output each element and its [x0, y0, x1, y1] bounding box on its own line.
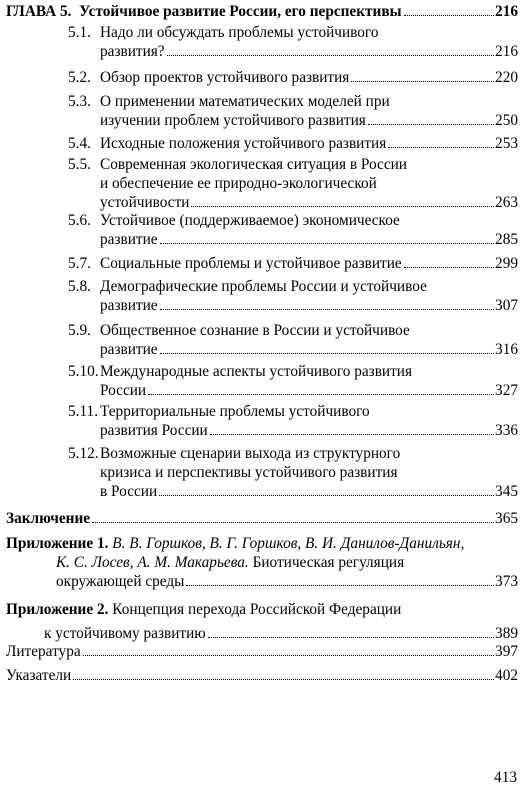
indexes-page: 402	[495, 667, 518, 684]
section-title-line: Устойчивое (поддерживаемое) экономическое	[100, 212, 400, 229]
section-page: 253	[495, 135, 518, 152]
section-number: 5.3.	[68, 93, 91, 110]
appendix-1-label: Приложение 1.	[6, 535, 109, 552]
page-number: 413	[494, 769, 517, 786]
toc-entry-section	[68, 92, 518, 130]
dot-leader	[160, 340, 494, 354]
section-title-line: Общественное сознание в России и устойчивое	[100, 322, 410, 339]
section-number: 5.12.	[68, 445, 99, 462]
section-number: 5.11.	[68, 403, 99, 420]
dot-leader	[167, 42, 494, 56]
section-page: 299	[495, 255, 518, 272]
toc-entry-appendix-2	[6, 600, 518, 643]
dot-leader	[160, 230, 494, 244]
dot-leader	[160, 296, 494, 310]
chapter-page: 216	[495, 3, 518, 20]
section-page: 345	[495, 483, 518, 500]
appendix-2-title-1: Концепция перехода Российской Федерации	[112, 601, 402, 618]
chapter-heading	[6, 2, 518, 21]
section-page: 327	[495, 382, 518, 399]
toc-entry-conclusion	[6, 509, 518, 528]
section-title-line: развития?	[100, 43, 165, 60]
section-title-line: Демографические проблемы России и устойчивое	[100, 278, 427, 295]
appendix-1-title: Биотическая регуляция	[252, 554, 405, 571]
dot-leader	[148, 381, 494, 395]
dot-leader	[404, 254, 494, 268]
toc-entry-section	[68, 23, 518, 61]
section-page: 250	[495, 112, 518, 129]
toc-entry-section	[68, 321, 518, 359]
toc-entry-section	[68, 277, 518, 315]
indexes-title: Указатели	[6, 667, 72, 684]
section-page: 220	[495, 69, 518, 86]
conclusion-page: 365	[495, 510, 518, 527]
section-number: 5.9.	[68, 322, 91, 339]
section-number: 5.1.	[68, 24, 91, 41]
dot-leader	[404, 2, 494, 16]
section-title-line: изучении проблем устойчивого развития	[100, 112, 366, 129]
section-title-line: развития России	[100, 422, 208, 439]
dot-leader	[351, 68, 494, 82]
toc-entry-section	[68, 134, 518, 153]
section-title-line: Обзор проектов устойчивого развития	[100, 69, 350, 86]
toc-entry-indexes	[6, 666, 518, 685]
dot-leader	[368, 111, 494, 125]
toc-entry-section	[68, 211, 518, 249]
section-number: 5.8.	[68, 278, 91, 295]
dot-leader	[186, 572, 494, 586]
toc-entry-section	[68, 155, 518, 212]
dot-leader	[210, 421, 494, 435]
section-title-line: Исходные положения устойчивого развития	[100, 135, 387, 152]
toc-entry-section	[68, 362, 518, 400]
section-page: 316	[495, 341, 518, 358]
section-page: 307	[495, 297, 518, 314]
literature-page: 397	[495, 643, 518, 660]
section-title-line: Международные аспекты устойчивого развития	[100, 363, 413, 380]
section-number: 5.7.	[68, 255, 91, 272]
section-title-line: Социальные проблемы и устойчивое развитие	[100, 255, 402, 272]
appendix-1-page: 373	[495, 573, 518, 590]
dot-leader	[208, 624, 494, 638]
literature-title: Литература	[6, 643, 81, 660]
toc-entry-section	[68, 254, 518, 273]
section-title-line: развитие	[100, 297, 158, 314]
toc-entry-section	[68, 444, 518, 501]
dot-leader	[159, 482, 494, 496]
section-title-line: России	[100, 382, 147, 399]
section-number: 5.6.	[68, 212, 91, 229]
appendix-1-title-2: окружающей среды	[56, 573, 185, 590]
section-title-line: развитие	[100, 341, 158, 358]
toc-entry-section	[68, 402, 518, 440]
dot-leader	[191, 193, 494, 207]
section-number: 5.2.	[68, 69, 91, 86]
section-title-line: развитие	[100, 231, 158, 248]
conclusion-title: Заключение	[6, 510, 91, 527]
section-title-line: Территориальные проблемы устойчивого	[100, 403, 370, 420]
section-title-line: Надо ли обсуждать проблемы устойчивого	[100, 24, 379, 41]
section-page: 263	[495, 194, 518, 211]
toc-entry-literature	[6, 642, 518, 661]
appendix-2-label: Приложение 2.	[6, 601, 109, 618]
section-title-line: Современная экологическая ситуация в России	[100, 156, 407, 173]
appendix-1-authors-2: К. С. Лосев, А. М. Макарьева.	[56, 554, 249, 571]
section-page: 336	[495, 422, 518, 439]
section-title-line: Возможные сценарии выхода из структурного	[100, 445, 401, 462]
dot-leader	[83, 642, 494, 656]
section-number: 5.4.	[68, 135, 91, 152]
section-title-line: кризиса и перспективы устойчивого развития	[100, 464, 398, 481]
section-number: 5.10.	[68, 363, 99, 380]
toc-entry-appendix-1	[6, 534, 518, 591]
toc-entry-section	[68, 68, 518, 87]
section-page: 216	[495, 43, 518, 60]
section-title-line: устойчивости	[100, 194, 190, 211]
dot-leader	[73, 666, 494, 680]
appendix-2-title-2: к устойчивому развитию	[44, 625, 206, 642]
section-title-line: в России	[100, 483, 158, 500]
section-number: 5.5.	[68, 156, 91, 173]
dot-leader	[92, 509, 494, 523]
appendix-1-authors-1: В. В. Горшков, В. Г. Горшков, В. И. Данилов-Данильян,	[112, 535, 465, 552]
appendix-2-page: 389	[495, 625, 518, 642]
chapter-title: ГЛАВА 5. Устойчивое развитие России, его перспективы	[6, 3, 402, 20]
section-title-line: и обеспечение ее природно-экологической	[100, 175, 377, 192]
dot-leader	[388, 134, 494, 148]
section-title-line: О применении математических моделей при	[100, 93, 390, 110]
section-page: 285	[495, 231, 518, 248]
